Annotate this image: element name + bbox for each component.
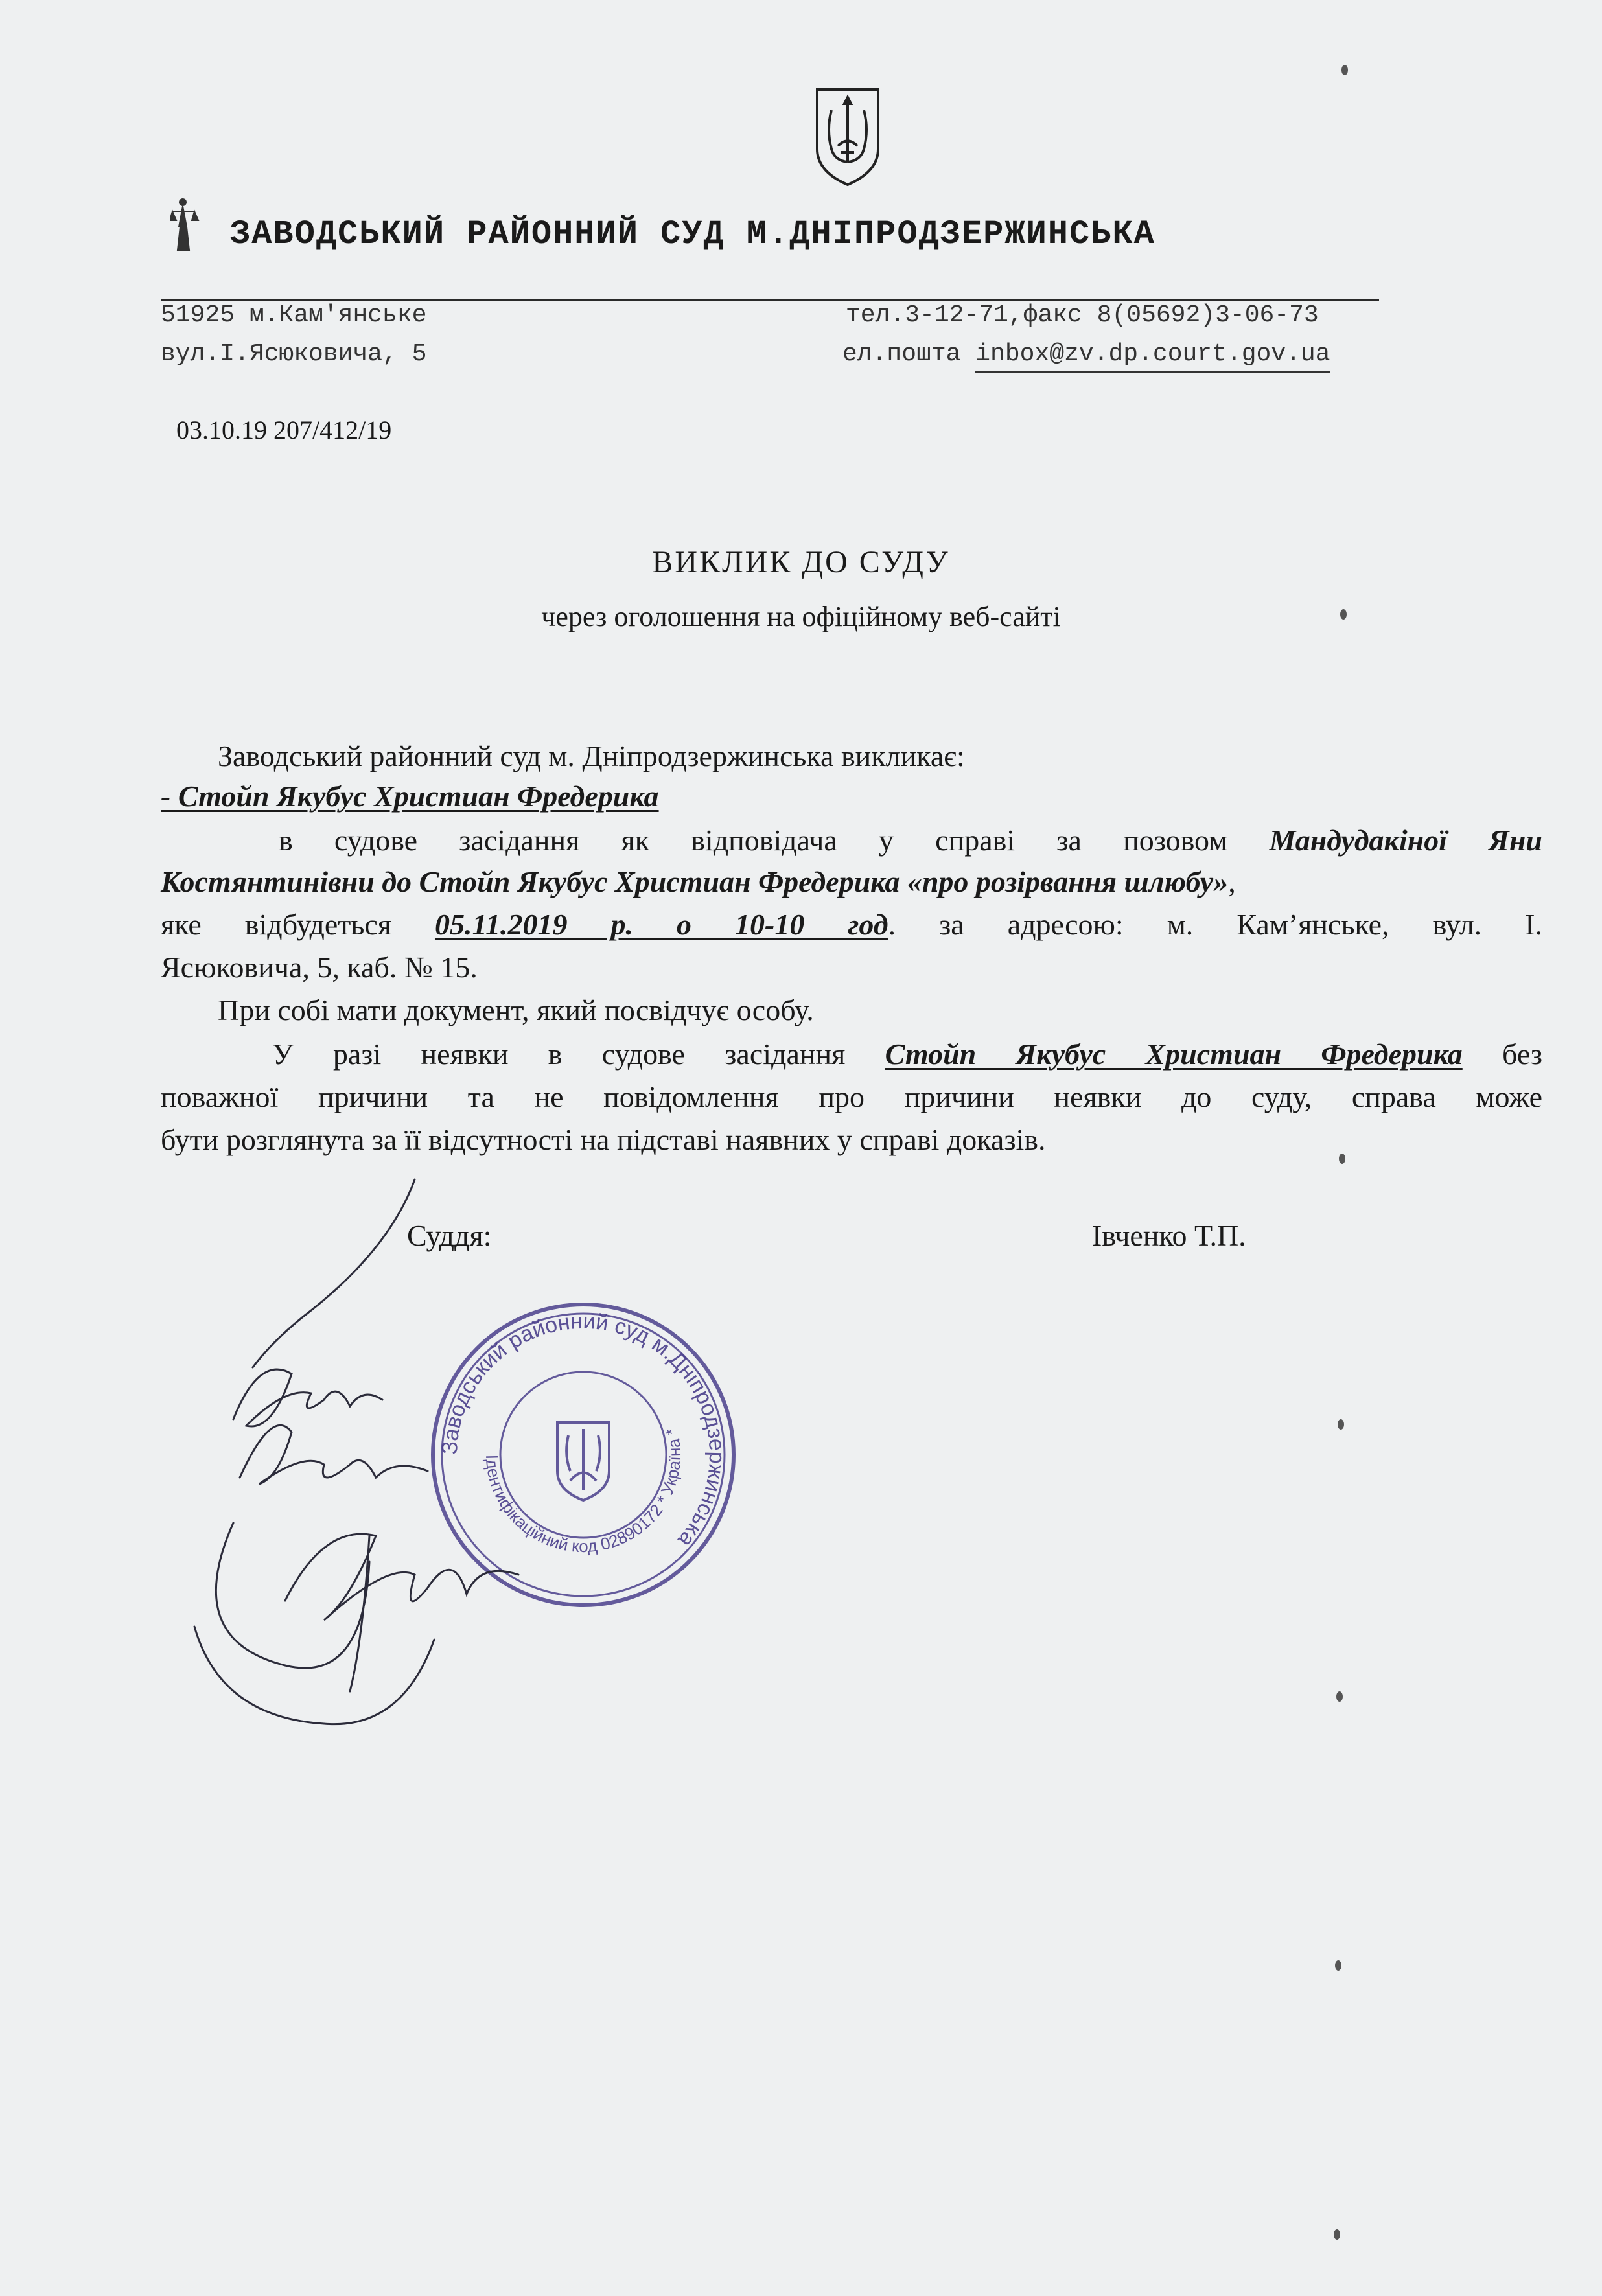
address-line-1: 51925 м.Кам'янське xyxy=(161,301,427,329)
svg-text:Заводський районний суд м.Дніп: Заводський районний суд м.Дніпродзержинська xyxy=(437,1308,730,1552)
paragraph-line-6: поважної причини та не повідомлення про причини неявки до суду, справа може xyxy=(161,1080,1542,1113)
hearing-date: 05.11.2019 р. о 10-10 год xyxy=(434,908,888,941)
paragraph-line-7: бути розглянута за її відсутності на підставі наявних у справі доказів. xyxy=(161,1123,1046,1156)
scan-dot xyxy=(1335,1960,1341,1971)
document-reference: 03.10.19 207/412/19 xyxy=(176,415,392,445)
scan-dot xyxy=(1341,65,1348,75)
document-subtitle: через оголошення на офіційному веб-сайті xyxy=(541,601,1061,632)
intro-line: Заводський районний суд м. Дніпродзержинська викликає: xyxy=(218,739,965,772)
paragraph-line-3: яке відбудеться 05.11.2019 р. о 10-10 год. за адресою: м. Кам’янське, вул. І. xyxy=(161,908,1542,941)
email-row xyxy=(842,340,1330,368)
scan-dot xyxy=(1339,1154,1345,1164)
summoned-person: - Стойп Якубус Христиан Фредерика xyxy=(161,780,659,813)
court-name: ЗАВОДСЬКИЙ РАЙОННИЙ СУД М.ДНІПРОДЗЕРЖИНСЬКА xyxy=(230,215,1155,253)
paragraph-line-1: в судове засідання як відповідача у справі за позовом Мандудакіної Яни xyxy=(279,824,1542,857)
judge-label: Суддя: xyxy=(407,1219,492,1252)
paragraph-line-4: Ясюковича, 5, каб. № 15. xyxy=(161,951,478,984)
email-label: ел.пошта xyxy=(842,340,961,368)
document-title: ВИКЛИК ДО СУДУ xyxy=(652,545,950,579)
scan-dot xyxy=(1334,2229,1340,2240)
phone-fax-line: тел.3-12-71,факс 8(05692)3-06-73 xyxy=(846,301,1319,329)
scan-dot xyxy=(1336,1691,1343,1702)
scan-dot xyxy=(1338,1419,1344,1430)
handwritten-signature xyxy=(156,1173,570,1737)
document-note: При собі мати документ, який посвідчує особу. xyxy=(218,993,814,1026)
email-address: inbox@zv.dp.court.gov.ua xyxy=(975,340,1330,373)
defendant-name: Стойп Якубус Христиан Фредерика xyxy=(885,1038,1463,1071)
themis-scales-icon xyxy=(170,194,202,254)
plaintiff-name: Мандудакіної Яни xyxy=(1269,824,1542,857)
scan-dot xyxy=(1340,609,1347,620)
paragraph-line-2: Костянтинівни до Стойп Якубус Христиан Фредерика «про розірвання шлюбу», xyxy=(161,865,1236,898)
svg-text:Ідентифікаційний код 02890172: Ідентифікаційний код 02890172 * Україна * xyxy=(482,1426,685,1557)
paragraph-line-5: У разі неявки в судове засідання Стойп Якубус Христиан Фредерика без xyxy=(272,1038,1542,1071)
judge-name: Івченко Т.П. xyxy=(1092,1219,1246,1252)
coat-of-arms-icon xyxy=(812,84,883,188)
address-line-2: вул.І.Ясюковича, 5 xyxy=(161,340,427,368)
